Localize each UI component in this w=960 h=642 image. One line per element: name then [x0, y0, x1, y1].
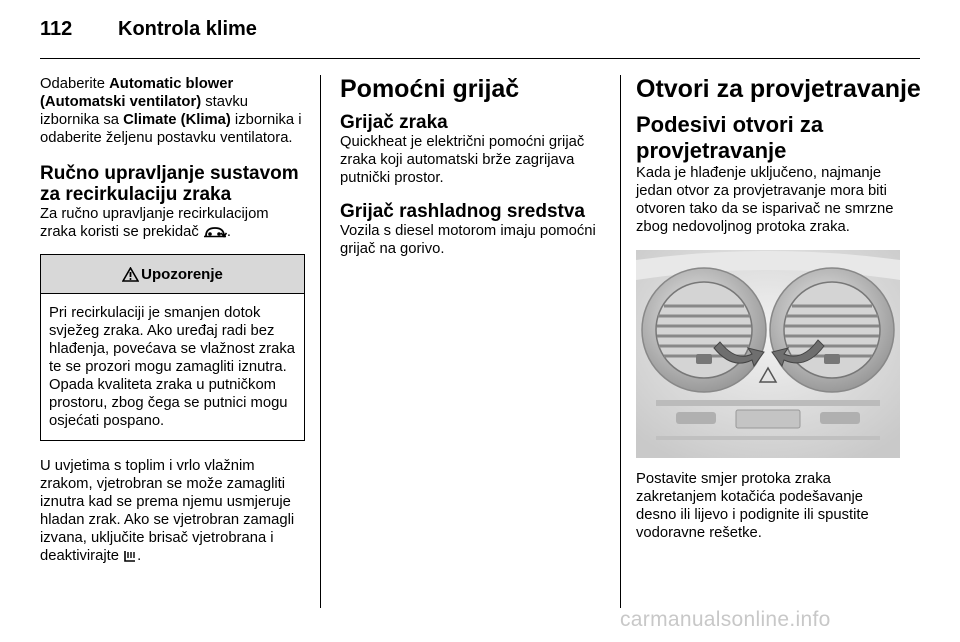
- text-span: izbornika i odaberite željenu postavku ventilatora.: [40, 112, 302, 146]
- coolant-heater-paragraph: Vozila s diesel motorom imaju pomoćni grijač na gorivo.: [340, 223, 596, 257]
- warning-header: [41, 255, 304, 294]
- text-span: U uvjetima s toplim i vrlo vlažnim zrakom, vjetrobran se može zamagliti iznutra kad se prema njemu usmjeruje hladan zrak. Ako se vjetrobran zamagli izvana, uključite brisač vjetrobrana i deaktivirajte: [40, 458, 295, 564]
- adjustable-vents-heading: Podesivi otvori za provjetravanje: [636, 112, 824, 163]
- vents-adjust-paragraph: Postavite smjer protoka zraka zakretanjem kotačića podešavanje desno ili lijevo i podignite ili spustite vodoravne rešetke.: [636, 471, 869, 541]
- text-span: Odaberite: [40, 76, 110, 92]
- warning-title: Upozorenje: [141, 265, 223, 283]
- wiper-icon: [123, 549, 137, 568]
- auxiliary-heater-title: Pomoćni grijač: [340, 75, 520, 103]
- air-heater-heading: Grijač zraka: [340, 112, 448, 133]
- column-divider-1: [320, 75, 321, 608]
- recirculation-icon: [203, 225, 227, 244]
- vents-paragraph: Kada je hlađenje uključeno, najmanje jedan otvor za provjetravanje mora biti otvoren tako da se isparivač ne smrzne zbog nedovoljnog protoka zraka.: [636, 165, 894, 235]
- page-number: 112: [40, 18, 73, 40]
- blower-paragraph: [40, 75, 305, 147]
- warning-text: Pri recirkulaciji je smanjen dotok svježeg zraka. Ako uređaj radi bez hlađenja, povećava se vlažnost zraka te se prozori mogu zamagliti iznutra. Opada kvaliteta zraka u putničkom prostoru, zbog čega se putnici mogu osjećati pospano.: [49, 305, 295, 429]
- header-rule: [40, 58, 920, 59]
- menu-item-automatic-blower: Automatic blower (Automatski ventilator): [40, 76, 234, 110]
- page-title: Kontrola klime: [118, 18, 257, 40]
- column-left: [40, 75, 305, 568]
- text-span: .: [226, 224, 231, 240]
- warning-box: [40, 254, 305, 441]
- warning-body: [41, 294, 304, 440]
- text-span: Za ručno upravljanje recirkulacijom zraka koristi se prekidač: [40, 206, 269, 240]
- air-vents-illustration: [636, 250, 900, 458]
- humidity-paragraph: [40, 457, 305, 568]
- recirculation-paragraph: [40, 205, 305, 244]
- column-middle: [340, 75, 608, 258]
- column-right: [636, 75, 921, 542]
- menu-climate: Climate (Klima): [123, 112, 231, 128]
- warning-triangle-icon: [122, 267, 139, 282]
- text-span: stavku izbornika sa: [40, 94, 249, 128]
- watermark: carmanualsonline.info: [620, 608, 831, 631]
- air-vents-title: Otvori za provjetravanje: [636, 75, 921, 103]
- coolant-heater-heading: Grijač rashladnog sredstva: [340, 201, 585, 222]
- recirculation-heading: Ručno upravljanje sustavom za recirkulaciju zraka: [40, 163, 299, 205]
- column-divider-2: [620, 75, 621, 608]
- text-span: .: [137, 548, 142, 564]
- air-heater-paragraph: Quickheat je električni pomoćni grijač zraka koji automatski brže zagrijava putnički prostor.: [340, 134, 585, 186]
